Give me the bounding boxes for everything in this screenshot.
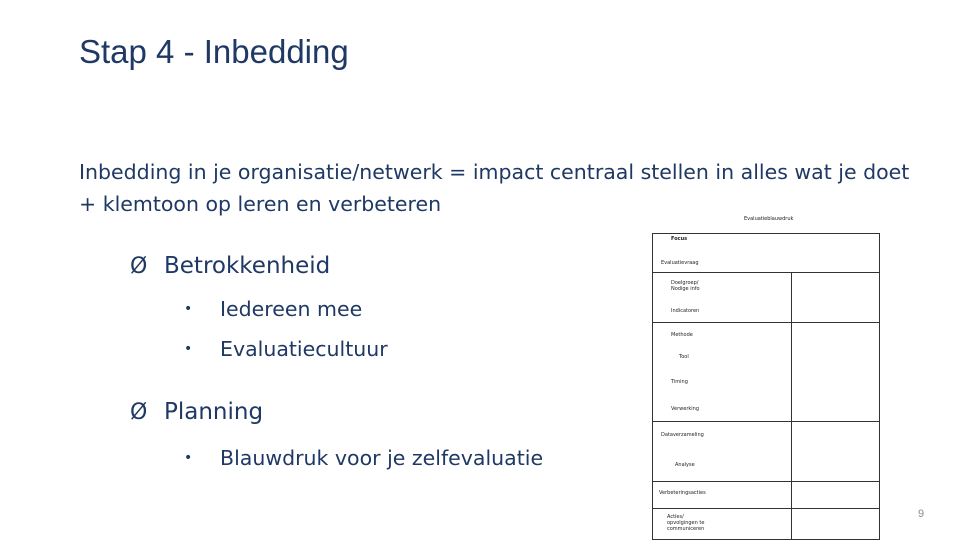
blueprint-row-label: Analyse — [675, 462, 695, 468]
section-heading: Planning — [164, 399, 264, 425]
blueprint-column-divider — [791, 272, 792, 539]
blueprint-row-divider — [653, 481, 879, 482]
blueprint-row-label: Timing — [671, 379, 688, 385]
blueprint-row-label: Dataverzameling — [661, 432, 704, 438]
blueprint-row-label: Verbeteringsacties — [659, 490, 706, 496]
blueprint-row-label: Doelgroep/ Nodige info — [671, 280, 700, 292]
bullet-text: Iedereen mee — [220, 297, 363, 321]
bullet-item — [184, 337, 388, 361]
section-heading: Betrokkenheid — [164, 253, 331, 279]
section-planning — [130, 399, 263, 425]
bullet-text: Evaluatiecultuur — [220, 337, 388, 361]
blueprint-row-label: Acties/ opvolgingen te communiceren — [667, 514, 705, 532]
bullet-item — [184, 446, 543, 470]
bullet-text: Blauwdruk voor je zelfevaluatie — [220, 446, 544, 470]
page-number: 9 — [918, 508, 925, 520]
blueprint-row-label: Methode — [671, 332, 693, 338]
blueprint-row-label: Tool — [679, 354, 689, 360]
blueprint-row-label: Indicatoren — [671, 308, 700, 314]
blueprint-row-divider — [653, 272, 879, 273]
blueprint-row-label: Verwerking — [671, 406, 700, 412]
dot-bullet-icon: • — [184, 450, 193, 466]
arrow-bullet-icon: Ø — [130, 253, 148, 279]
blueprint-row-divider — [653, 322, 879, 323]
blueprint-title: Evaluatieblauwdruk — [744, 216, 794, 222]
arrow-bullet-icon: Ø — [130, 399, 148, 425]
dot-bullet-icon: • — [184, 341, 193, 357]
blueprint-row-divider — [653, 508, 879, 509]
blueprint-row-divider — [653, 421, 879, 422]
intro-text: Inbedding in je organisatie/netwerk = impact centraal stellen in alles wat je doet + klemtoon op leren en verbeteren — [79, 160, 910, 216]
blueprint-image — [640, 210, 880, 540]
bullet-item — [184, 297, 362, 321]
section-betrokkenheid — [130, 253, 330, 279]
slide-title: Stap 4 - Inbedding — [79, 33, 349, 70]
dot-bullet-icon: • — [184, 301, 193, 317]
blueprint-row-label: Focus — [671, 236, 688, 242]
blueprint-row-label: Evaluatievraag — [661, 260, 699, 266]
blueprint-table — [652, 233, 880, 540]
